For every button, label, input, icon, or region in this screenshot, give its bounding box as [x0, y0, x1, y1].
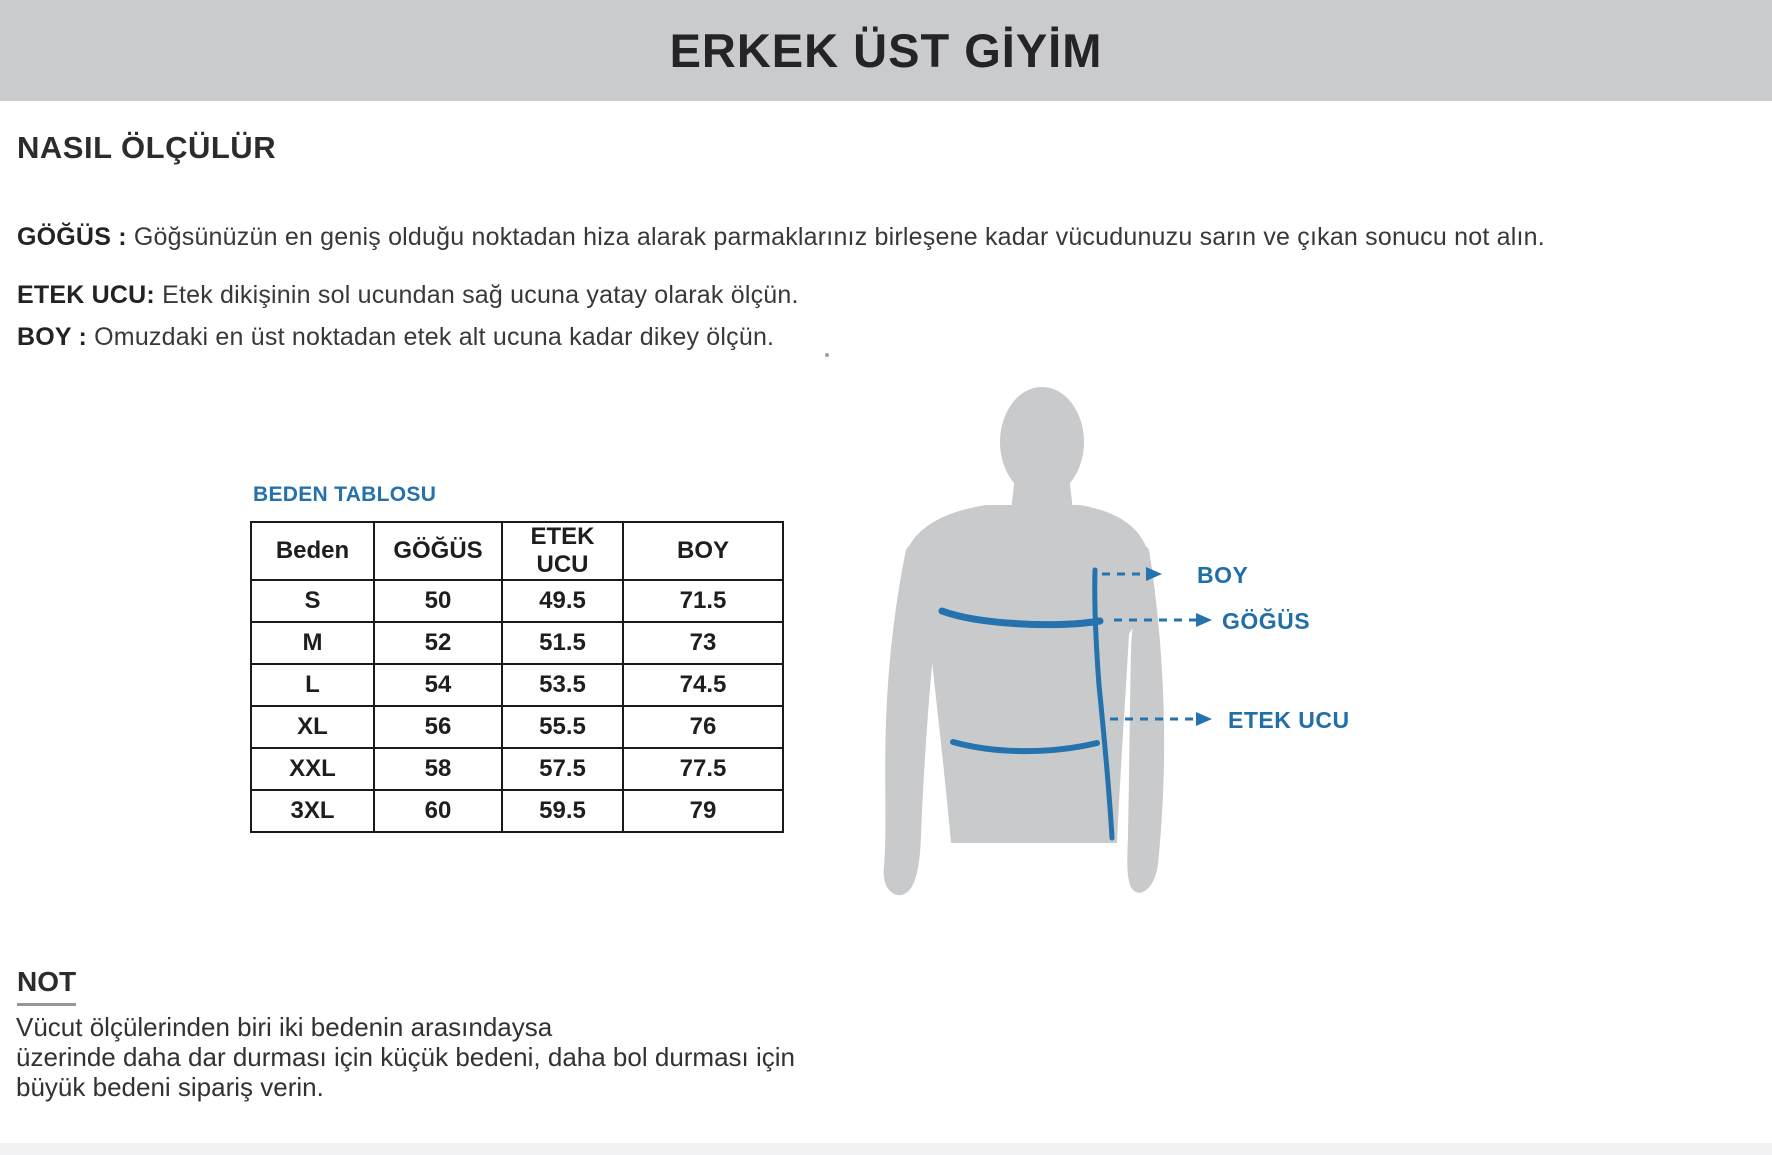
size-table-header-row — [251, 522, 783, 580]
note-line: Vücut ölçülerinden biri iki bedenin arasındaysa — [16, 1012, 553, 1042]
instruction-boy-label: BOY : — [17, 323, 87, 351]
table-row — [251, 790, 783, 832]
table-cell: 76 — [623, 706, 783, 748]
table-cell: 53.5 — [502, 664, 623, 706]
instruction-etek-ucu-text: Etek dikişinin sol ucundan sağ ucuna yatay olarak ölçün. — [154, 281, 799, 309]
column-header-beden: Beden — [251, 522, 374, 580]
diagram-label-boy: BOY — [1197, 562, 1249, 588]
table-cell: XL — [251, 706, 374, 748]
table-cell: 56 — [374, 706, 502, 748]
header-banner — [0, 0, 1772, 101]
instruction-gogus-text: Göğsünüzün en geniş olduğu noktadan hiza alarak parmaklarınız birleşene kadar vücudunuzu sarın ve çıkan sonucu not alın. — [126, 223, 1545, 251]
table-row — [251, 706, 783, 748]
page-title: ERKEK ÜST GİYİM — [669, 24, 1103, 77]
table-cell: M — [251, 622, 374, 664]
stray-mark — [825, 353, 829, 357]
table-cell: 58 — [374, 748, 502, 790]
size-table-caption: BEDEN TABLOSU — [253, 483, 437, 506]
instruction-gogus-label: GÖĞÜS : — [17, 223, 127, 251]
note-heading: NOT — [17, 966, 76, 1006]
column-header-gogus: GÖĞÜS — [374, 522, 502, 580]
note-text — [16, 1012, 795, 1102]
instruction-etek-ucu-label: ETEK UCU: — [17, 281, 155, 309]
how-to-measure-heading: NASIL ÖLÇÜLÜR — [17, 130, 277, 165]
table-cell: 59.5 — [502, 790, 623, 832]
size-table — [250, 521, 784, 833]
table-cell: 77.5 — [623, 748, 783, 790]
table-cell: S — [251, 580, 374, 622]
instruction-boy-text: Omuzdaki en üst noktadan etek alt ucuna kadar dikey ölçün. — [87, 323, 775, 351]
table-row — [251, 748, 783, 790]
table-cell: 50 — [374, 580, 502, 622]
table-cell: 73 — [623, 622, 783, 664]
diagram-label-etek-ucu: ETEK UCU — [1228, 707, 1350, 733]
table-cell: 49.5 — [502, 580, 623, 622]
table-cell: 60 — [374, 790, 502, 832]
note-line: büyük bedeni sipariş verin. — [16, 1072, 324, 1102]
column-header-boy: BOY — [623, 522, 783, 580]
body-silhouette — [884, 387, 1165, 895]
bottom-divider-bar — [0, 1143, 1772, 1155]
table-cell: 54 — [374, 664, 502, 706]
table-row — [251, 580, 783, 622]
body-measurement-diagram — [855, 378, 1435, 908]
table-cell: L — [251, 664, 374, 706]
table-cell: 74.5 — [623, 664, 783, 706]
note-line: üzerinde daha dar durması için küçük bedeni, daha bol durması için — [16, 1042, 796, 1072]
table-cell: XXL — [251, 748, 374, 790]
table-cell: 79 — [623, 790, 783, 832]
table-cell: 3XL — [251, 790, 374, 832]
table-cell: 71.5 — [623, 580, 783, 622]
table-row — [251, 664, 783, 706]
column-header-etek-ucu: ETEK UCU — [502, 522, 623, 580]
table-cell: 57.5 — [502, 748, 623, 790]
table-cell: 52 — [374, 622, 502, 664]
instruction-gogus — [17, 223, 1545, 252]
instruction-boy — [17, 323, 774, 352]
table-cell: 55.5 — [502, 706, 623, 748]
table-row — [251, 622, 783, 664]
table-cell: 51.5 — [502, 622, 623, 664]
diagram-label-gogus: GÖĞÜS — [1222, 608, 1311, 634]
instruction-etek-ucu — [17, 281, 799, 310]
